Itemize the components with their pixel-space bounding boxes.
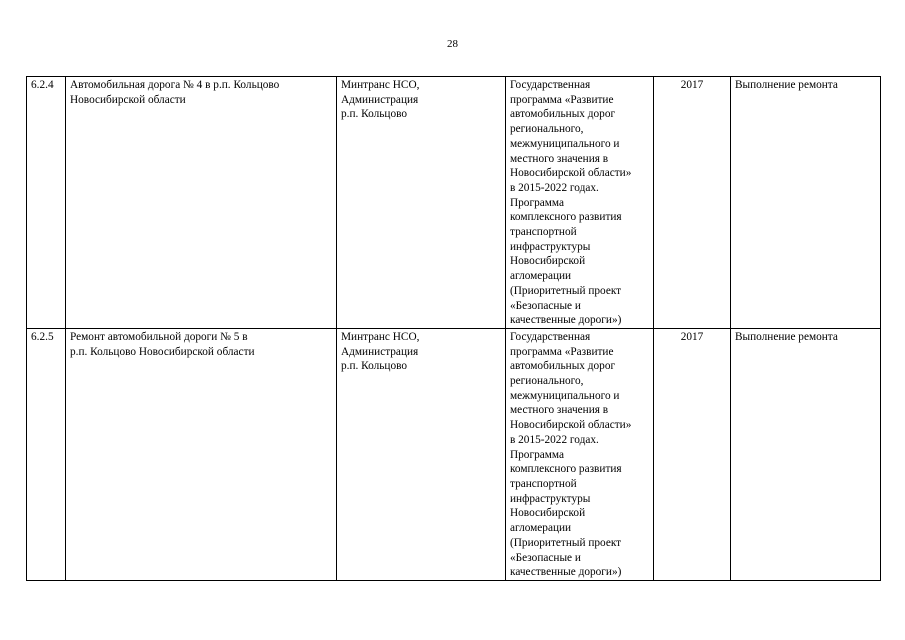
program-line: «Безопасные и [510,551,581,564]
cell-activity-name [66,77,337,329]
program-line: Программа [510,196,564,209]
program-line: транспортной [510,226,577,239]
program-line: инфраструктуры [510,240,591,253]
executor-line: р.п. Кольцово [341,360,408,373]
program-line: автомобильных дорог [510,108,616,121]
activity-name-line: Автомобильная дорога № 4 в р.п. Кольцово [70,79,280,91]
program-line: Новосибирской области» [510,419,632,432]
cell-program [506,77,654,329]
program-line: программа «Развитие [510,345,614,358]
program-line: «Безопасные и [510,299,581,312]
table-body [27,77,881,581]
cell-activity-name [66,328,337,580]
program-line: транспортной [510,477,577,490]
program-line: регионального, [510,123,584,136]
program-line: межмуниципального и [510,137,620,150]
program-line: программа «Развитие [510,93,614,106]
program-line: в 2015-2022 годах. [510,181,599,194]
cell-result: Выполнение ремонта [731,328,881,580]
program-line: агломерации [510,522,572,535]
cell-program [506,328,654,580]
executor-line: Минтранс НСО, [341,330,420,343]
program-line: в 2015-2022 годах. [510,433,599,446]
program-line: местного значения в [510,152,609,165]
activity-name-line: Ремонт автомобильной дороги № 5 в [70,330,248,343]
program-line: Новосибирской [510,255,586,268]
program-line: Государственная [510,330,591,343]
activity-name-line: Новосибирской области [70,93,186,106]
cell-year: 2017 [654,77,731,329]
program-line: агломерации [510,270,572,283]
program-line: инфраструктуры [510,492,591,505]
cell-executor [337,77,506,329]
cell-item-number: 6.2.5 [27,328,66,580]
table-row [27,328,881,580]
page-number: 28 [447,38,458,50]
cell-year: 2017 [654,328,731,580]
program-line: качественные дороги») [510,566,622,579]
program-line: (Приоритетный проект [510,284,622,297]
table-row [27,77,881,329]
executor-line: Администрация [341,345,419,358]
executor-line: Минтранс НСО, [341,79,420,91]
program-line: комплексного развития [510,211,622,224]
cell-item-number: 6.2.4 [27,77,66,329]
program-line: комплексного развития [510,463,622,476]
activities-table [26,76,881,581]
program-line: Программа [510,448,564,461]
program-line: Новосибирской области» [510,167,632,180]
program-line: Новосибирской [510,507,586,520]
program-line: местного значения в [510,404,609,417]
cell-executor [337,328,506,580]
activity-name-line: р.п. Кольцово Новосибирской области [70,345,255,358]
program-line: Государственная [510,79,591,91]
program-line: регионального, [510,375,584,388]
program-line: качественные дороги») [510,314,622,327]
executor-line: Администрация [341,93,419,106]
program-line: (Приоритетный проект [510,536,622,549]
executor-line: р.п. Кольцово [341,108,408,121]
cell-result: Выполнение ремонта [731,77,881,329]
program-line: межмуниципального и [510,389,620,402]
program-line: автомобильных дорог [510,360,616,373]
